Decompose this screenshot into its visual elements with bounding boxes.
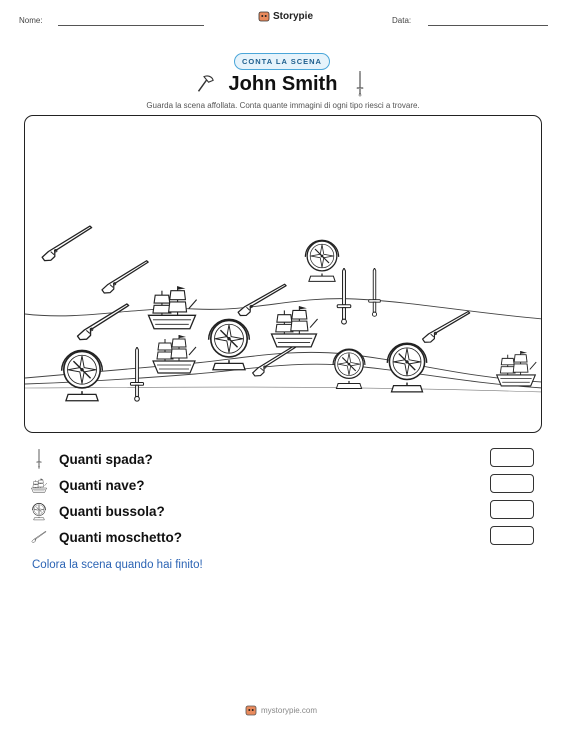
question-text: Quanti nave?	[59, 477, 145, 493]
brand-logo	[258, 10, 313, 22]
counting-scene	[24, 115, 542, 433]
compass-icon	[30, 501, 48, 521]
question-row-compass	[30, 500, 536, 522]
musket-item	[419, 311, 474, 344]
date-field-line[interactable]	[428, 25, 548, 26]
site-url[interactable]: mystorypie.com	[261, 705, 318, 715]
ship-icon	[30, 477, 48, 494]
site-footer	[245, 704, 317, 716]
instructions: Guarda la scena affollata. Conta quante immagini di ogni tipo riesci a trovare.	[146, 101, 420, 110]
sword-item	[369, 268, 381, 316]
sword-item	[130, 347, 143, 401]
storypie-logo-icon	[258, 10, 270, 22]
question-text: Quanti spada?	[59, 451, 153, 467]
answer-box-ship[interactable]	[490, 474, 534, 493]
compass-item	[387, 343, 426, 392]
page-title: John Smith	[228, 73, 338, 95]
musket-item	[98, 260, 153, 295]
ship-item	[153, 335, 196, 373]
musket-item	[73, 304, 134, 342]
compass-item	[333, 349, 365, 388]
sword-item	[337, 268, 351, 324]
answer-box-compass[interactable]	[490, 500, 534, 519]
activity-badge: CONTA LA SCENA	[234, 53, 330, 70]
question-row-sword	[30, 448, 536, 470]
musket-item	[235, 284, 291, 318]
ship-item	[497, 351, 537, 386]
coloring-note: Colora la scena quando hai finito!	[32, 559, 203, 571]
answer-box-sword[interactable]	[490, 448, 534, 467]
sword-icon	[34, 449, 44, 469]
name-label: Nome:	[19, 16, 43, 25]
brand-name: Storypie	[273, 10, 314, 22]
storypie-logo-icon	[245, 704, 257, 716]
compass-item	[209, 319, 250, 369]
musket-item	[38, 226, 97, 263]
compass-item	[305, 240, 338, 281]
answer-box-musket[interactable]	[490, 526, 534, 545]
musket-icon	[29, 529, 50, 546]
date-label: Data:	[392, 16, 412, 25]
question-text: Quanti bussola?	[59, 503, 165, 519]
name-field-line[interactable]	[58, 25, 204, 26]
sword-icon	[354, 71, 366, 97]
compass-item	[62, 350, 103, 400]
question-row-ship	[30, 474, 536, 496]
scene-illustration	[25, 116, 542, 433]
musket-item	[249, 345, 302, 378]
question-text: Quanti moschetto?	[59, 529, 183, 545]
ship-item	[272, 306, 318, 347]
ship-item	[149, 286, 197, 329]
question-row-musket	[30, 526, 536, 548]
